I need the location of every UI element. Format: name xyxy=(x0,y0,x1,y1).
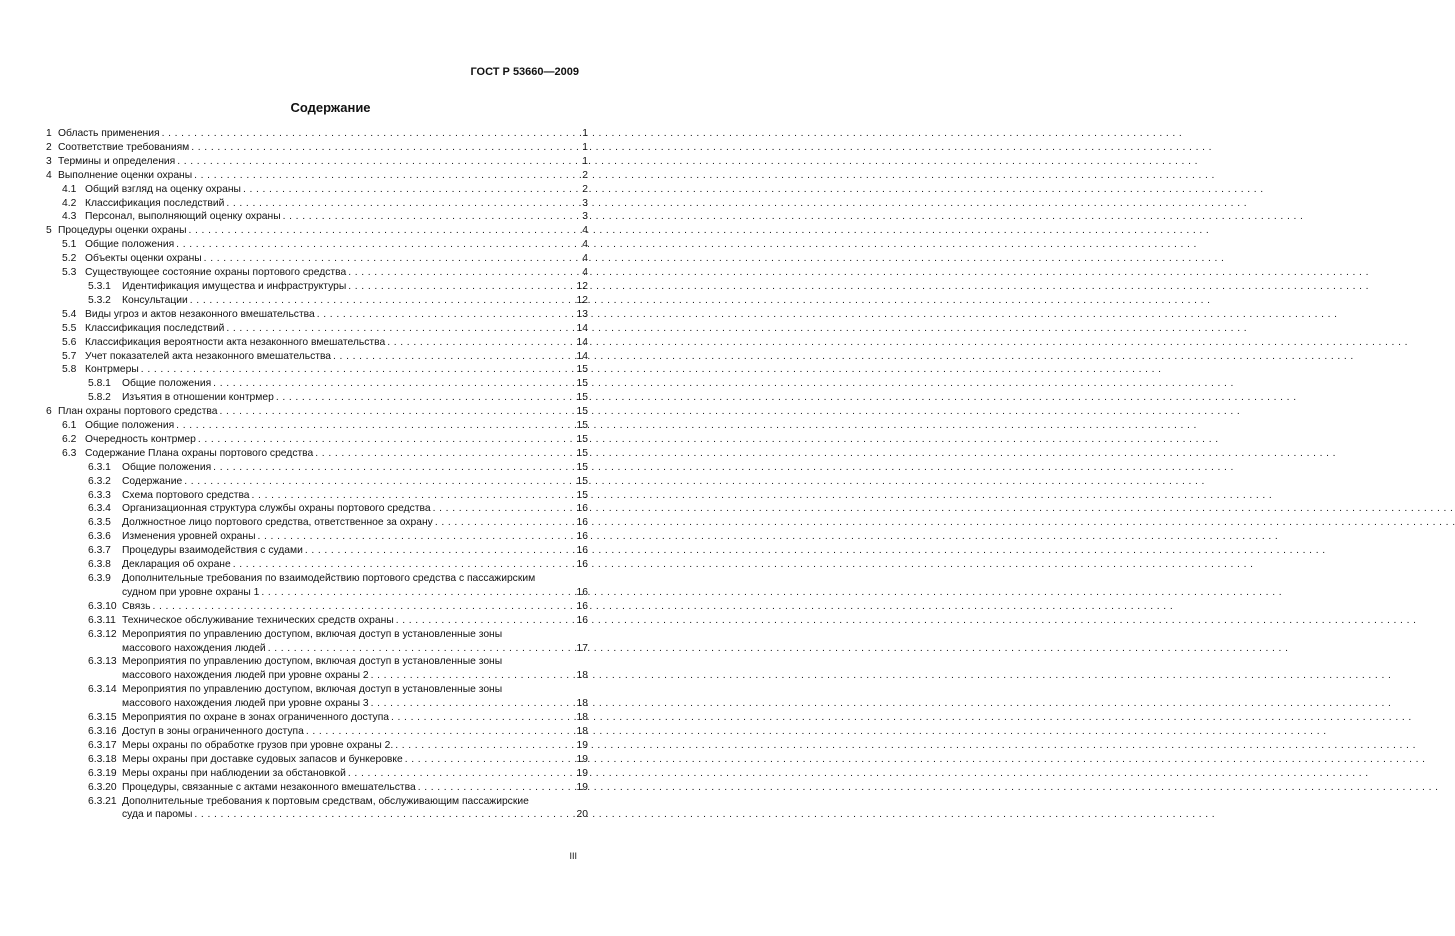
toc-entry-title: судном при уровне охраны 1 xyxy=(122,586,260,598)
dot-leader xyxy=(204,252,574,266)
toc-entry-title: Процедуры, связанные с актами незаконного вмешательства xyxy=(122,781,416,793)
dot-leader xyxy=(371,669,574,683)
toc-entry-page: 16 xyxy=(576,503,588,515)
toc-entry-title: Мероприятия по управлению доступом, включая доступ в установленные зоны xyxy=(122,656,503,668)
toc-entry[interactable] xyxy=(46,628,588,656)
toc-entry-title: Общие положения xyxy=(122,461,212,473)
toc-entry[interactable] xyxy=(46,336,588,350)
toc-entry[interactable] xyxy=(46,753,588,767)
toc-entry-title: Общие положения xyxy=(85,420,175,432)
dot-leader xyxy=(333,350,574,364)
toc-entry-title: Декларация об охране xyxy=(122,559,231,571)
dot-leader xyxy=(391,711,574,725)
dot-leader xyxy=(276,391,574,405)
toc-entry-number: 6.3.3 xyxy=(88,489,111,501)
toc-entry-number: 5.8.1 xyxy=(88,378,111,390)
toc-entry-number: 6.3 xyxy=(62,447,77,459)
toc-entry-title: Идентификация имущества и инфраструктуры xyxy=(122,280,347,292)
toc-entry-page: 16 xyxy=(576,545,588,557)
toc-entry-page: 1 xyxy=(582,155,588,167)
toc-entry-number: 6.3.15 xyxy=(88,712,117,724)
toc-entry-title: Очередность контрмер xyxy=(85,433,196,445)
dot-leader xyxy=(233,558,574,572)
toc-entry[interactable] xyxy=(46,294,588,308)
toc-entry-number: 6.1 xyxy=(62,420,77,432)
toc-entry-number: 4 xyxy=(46,169,52,181)
dot-leader xyxy=(162,127,574,141)
toc-entry-page: 1 xyxy=(582,141,588,153)
page-number: III xyxy=(569,851,577,861)
toc-entry-title: Виды угроз и актов незаконного вмешательства xyxy=(85,308,315,320)
toc-entry-number: 5.8 xyxy=(62,364,77,376)
toc-entry-number: 4.2 xyxy=(62,197,77,209)
toc-entry-number: 5.1 xyxy=(62,239,77,251)
toc-entry-title: массового нахождения людей при уровне охраны 3 xyxy=(122,698,369,710)
toc-entry-page: 13 xyxy=(576,308,588,320)
toc-entry-title: Мероприятия по управлению доступом, включая доступ в установленные зоны xyxy=(122,684,503,696)
toc-entry-page: 3 xyxy=(582,197,588,209)
toc-entry[interactable] xyxy=(46,781,588,795)
toc-entry-page: 18 xyxy=(576,712,588,724)
dot-leader xyxy=(198,433,574,447)
dot-leader xyxy=(226,322,574,336)
toc-entry[interactable] xyxy=(46,363,588,377)
toc-entry[interactable] xyxy=(46,197,588,211)
toc-entry-title: Общие положения xyxy=(122,378,212,390)
toc-entry-page: 15 xyxy=(576,475,588,487)
toc-entry[interactable] xyxy=(46,489,588,503)
dot-leader xyxy=(191,141,574,155)
toc-entry[interactable] xyxy=(46,377,588,391)
dot-leader xyxy=(189,224,574,238)
toc-entry[interactable] xyxy=(46,238,588,252)
dot-leader xyxy=(213,461,574,475)
toc-entry-page: 15 xyxy=(576,461,588,473)
toc-entry-number: 5 xyxy=(46,225,52,237)
dot-leader xyxy=(152,600,574,614)
dot-leader xyxy=(317,308,574,322)
toc-entry[interactable] xyxy=(46,516,588,530)
toc-entry-number: 6.3.6 xyxy=(88,531,111,543)
toc-entry-title: Организационная структура службы охраны портового средства xyxy=(122,503,431,515)
document-code: ГОСТ Р 53660—2009 xyxy=(470,66,579,78)
toc-entry-number: 2 xyxy=(46,141,52,153)
dot-leader xyxy=(194,808,574,822)
toc-entry-title: Изменения уровней охраны xyxy=(122,531,256,543)
toc-entry-number: 6.3.7 xyxy=(88,545,111,557)
toc-entry[interactable] xyxy=(46,502,588,516)
toc-entry-page: 18 xyxy=(576,725,588,737)
toc-entry-title: Соответствие требованиям xyxy=(58,141,190,153)
toc-entry-page: 4 xyxy=(582,225,588,237)
toc-entry-number: 5.3.1 xyxy=(88,280,111,292)
toc-entry-title: Мероприятия по охране в зонах ограниченного доступа xyxy=(122,712,389,724)
toc-entry-title: Доступ в зоны ограниченного доступа xyxy=(122,725,304,737)
toc-entry-page: 4 xyxy=(582,239,588,251)
toc-entry-page: 16 xyxy=(576,600,588,612)
toc-entry-title: Учет показателей акта незаконного вмешательства xyxy=(85,350,332,362)
toc-entry-number: 6.3.18 xyxy=(88,753,117,765)
toc-entry-title: Классификация вероятности акта незаконного вмешательства xyxy=(85,336,386,348)
toc-entry-title: массового нахождения людей xyxy=(122,642,266,654)
toc-entry-page: 2 xyxy=(582,183,588,195)
toc-entry-page: 20 xyxy=(576,809,588,821)
toc-entry-number: 5.4 xyxy=(62,308,77,320)
toc-entry-title: Существующее состояние охраны портового средства xyxy=(85,267,347,279)
toc-entry-number: 6.3.16 xyxy=(88,725,117,737)
toc-entry-title: Схема портового средства xyxy=(122,489,250,501)
toc-entry[interactable] xyxy=(46,572,588,600)
toc-entry-page: 15 xyxy=(576,364,588,376)
toc-entry-title: Меры охраны по обработке грузов при уровне охраны 2. xyxy=(122,739,394,751)
toc-entry-title: Общие положения xyxy=(85,239,175,251)
toc-entry-title: Объекты оценки охраны xyxy=(85,253,202,265)
dot-leader xyxy=(305,544,574,558)
toc-entry[interactable] xyxy=(46,308,588,322)
toc-entry-title: Консультации xyxy=(122,294,188,306)
toc-entry-number: 3 xyxy=(46,155,52,167)
toc-entry-title: суда и паромы xyxy=(122,809,193,821)
toc-entry-title: Классификация последствий xyxy=(85,197,225,209)
toc-entry[interactable] xyxy=(46,391,588,405)
toc-entry[interactable] xyxy=(46,711,588,725)
toc-entry-page: 19 xyxy=(576,739,588,751)
toc-entry-title: Связь xyxy=(122,600,151,612)
toc-entry-page: 12 xyxy=(576,294,588,306)
toc-entry-title: Персонал, выполняющий оценку охраны xyxy=(85,211,281,223)
toc-entry-number: 4.3 xyxy=(62,211,77,223)
toc-entry-title: Должностное лицо портового средства, ответственное за охрану xyxy=(122,517,433,529)
dot-leader xyxy=(283,210,574,224)
dot-leader xyxy=(243,183,574,197)
toc-entry-number: 6.3.17 xyxy=(88,739,117,751)
toc-entry-title: План охраны портового средства xyxy=(58,406,218,418)
toc-entry[interactable] xyxy=(46,224,588,238)
toc-entry-number: 5.3 xyxy=(62,267,77,279)
toc-entry-title: Содержание Плана охраны портового средства xyxy=(85,447,314,459)
toc-entry[interactable] xyxy=(46,475,588,489)
dot-leader xyxy=(258,530,575,544)
toc-entry[interactable] xyxy=(46,210,588,224)
toc-entry-page: 15 xyxy=(576,447,588,459)
toc-entry-page: 19 xyxy=(576,767,588,779)
toc-entry-title: Термины и определения xyxy=(58,155,176,167)
toc-entry-page: 12 xyxy=(576,280,588,292)
toc-entry-number: 5.5 xyxy=(62,322,77,334)
toc-entry-number: 6.3.10 xyxy=(88,600,117,612)
toc-entry[interactable] xyxy=(46,127,588,141)
toc-entry-number: 6.3.1 xyxy=(88,461,111,473)
dot-leader xyxy=(176,419,574,433)
toc-entry-number: 5.3.2 xyxy=(88,294,111,306)
toc-entry[interactable] xyxy=(46,767,588,781)
toc-entry-number: 5.7 xyxy=(62,350,77,362)
toc-entry[interactable] xyxy=(46,252,588,266)
toc-entry[interactable] xyxy=(46,155,588,169)
toc-entry[interactable] xyxy=(46,183,588,197)
dot-leader xyxy=(315,447,574,461)
toc-entry[interactable] xyxy=(46,169,588,183)
dot-leader xyxy=(268,642,574,656)
toc-entry[interactable] xyxy=(46,795,588,823)
toc-entry[interactable] xyxy=(46,419,588,433)
toc-entry-number: 1 xyxy=(46,128,52,139)
toc-entry-title: Мероприятия по управлению доступом, включая доступ в установленные зоны xyxy=(122,628,503,640)
toc-entry[interactable] xyxy=(46,350,588,364)
toc-entry-title: Процедуры оценки охраны xyxy=(58,225,187,237)
toc-entry[interactable] xyxy=(46,266,588,280)
toc-entry-title: Техническое обслуживание технических средств охраны xyxy=(122,614,394,626)
toc-entry[interactable] xyxy=(46,530,588,544)
toc-entry-page: 18 xyxy=(576,698,588,710)
dot-leader xyxy=(261,586,574,600)
toc-entry[interactable] xyxy=(46,280,588,294)
dot-leader xyxy=(213,377,574,391)
toc-entry-title: массового нахождения людей при уровне охраны 2 xyxy=(122,670,369,682)
toc-entry-page: 17 xyxy=(576,642,588,654)
dot-leader xyxy=(348,767,574,781)
toc-entry-title: Меры охраны при доставке судовых запасов и бункеровке xyxy=(122,753,403,765)
toc-entry-number: 6.3.9 xyxy=(88,573,111,584)
toc-entry-title: Меры охраны при наблюдении за обстановкой xyxy=(122,767,346,779)
toc-entry-page: 16 xyxy=(576,531,588,543)
dot-leader xyxy=(177,155,574,169)
dot-leader xyxy=(405,753,574,767)
toc-entry-title: Содержание xyxy=(122,475,183,487)
table-of-contents xyxy=(46,127,588,822)
toc-entry-page: 16 xyxy=(576,614,588,626)
toc-entry-title: Дополнительные требования по взаимодействию портового средства с пассажирским xyxy=(122,573,536,584)
toc-entry[interactable] xyxy=(46,447,588,461)
toc-entry-number: 6.3.13 xyxy=(88,656,117,668)
toc-entry-page: 1 xyxy=(582,128,588,139)
toc-entry-page: 15 xyxy=(576,406,588,418)
dot-leader xyxy=(184,475,574,489)
dot-leader xyxy=(371,697,574,711)
toc-entry-number: 6.3.4 xyxy=(88,503,111,515)
dot-leader xyxy=(396,614,574,628)
toc-entry-title: Общий взгляд на оценку охраны xyxy=(85,183,241,195)
dot-leader xyxy=(226,197,574,211)
toc-entry[interactable] xyxy=(46,600,588,614)
toc-entry-number: 6.3.20 xyxy=(88,781,117,793)
toc-entry[interactable] xyxy=(46,433,588,447)
toc-entry-title: Выполнение оценки охраны xyxy=(58,169,193,181)
toc-entry-page: 3 xyxy=(582,211,588,223)
dot-leader xyxy=(220,405,574,419)
toc-entry-number: 6.3.12 xyxy=(88,628,117,640)
dot-leader xyxy=(194,169,574,183)
toc-entry-title: Контрмеры xyxy=(85,364,139,376)
dot-leader xyxy=(176,238,574,252)
toc-entry[interactable] xyxy=(46,655,588,683)
toc-entry-number: 5.8.2 xyxy=(88,392,111,404)
toc-entry-page: 4 xyxy=(582,253,588,265)
dot-leader xyxy=(348,266,574,280)
toc-entry[interactable] xyxy=(46,544,588,558)
dot-leader xyxy=(348,280,574,294)
toc-entry[interactable] xyxy=(46,461,588,475)
toc-entry-page: 14 xyxy=(576,350,588,362)
toc-entry-page: 2 xyxy=(582,169,588,181)
toc-entry-title: Изъятия в отношении контрмер xyxy=(122,392,274,404)
toc-entry-number: 5.2 xyxy=(62,253,77,265)
toc-entry-page: 16 xyxy=(576,559,588,571)
toc-entry-page: 18 xyxy=(576,670,588,682)
toc-entry-page: 16 xyxy=(576,517,588,529)
toc-entry[interactable] xyxy=(46,405,588,419)
toc-entry-page: 15 xyxy=(576,433,588,445)
toc-entry-page: 16 xyxy=(576,586,588,598)
dot-leader xyxy=(190,294,574,308)
toc-entry-number: 6.3.8 xyxy=(88,559,111,571)
dot-leader xyxy=(252,489,574,503)
dot-leader xyxy=(387,336,574,350)
toc-entry[interactable] xyxy=(46,322,588,336)
toc-entry[interactable] xyxy=(46,141,588,155)
toc-entry[interactable] xyxy=(46,725,588,739)
toc-entry-number: 6.2 xyxy=(62,433,77,445)
toc-entry-number: 6.3.11 xyxy=(88,614,116,626)
toc-entry[interactable] xyxy=(46,739,588,753)
toc-entry-page: 19 xyxy=(576,753,588,765)
toc-entry-title: Процедуры взаимодействия с судами xyxy=(122,545,303,557)
dot-leader xyxy=(306,725,574,739)
dot-leader xyxy=(433,502,574,516)
toc-entry-page: 15 xyxy=(576,489,588,501)
toc-entry-title: Дополнительные требования к портовым средствам, обслуживающим пассажирские xyxy=(122,795,529,807)
dot-leader xyxy=(418,781,574,795)
toc-entry-number: 6.3.2 xyxy=(88,475,111,487)
toc-entry-title: Классификация последствий xyxy=(85,322,225,334)
toc-entry-page: 4 xyxy=(582,267,588,279)
toc-entry-number: 6.3.14 xyxy=(88,684,117,696)
toc-entry-page: 15 xyxy=(576,420,588,432)
dot-leader xyxy=(435,516,574,530)
toc-entry-page: 14 xyxy=(576,322,588,334)
dot-leader xyxy=(141,363,574,377)
toc-entry-number: 6.3.19 xyxy=(88,767,117,779)
page-title: Содержание xyxy=(290,100,371,115)
dot-leader xyxy=(395,739,574,753)
toc-entry[interactable] xyxy=(46,683,588,711)
toc-entry-page: 19 xyxy=(576,781,588,793)
toc-entry-number: 6 xyxy=(46,406,52,418)
toc-entry-number: 5.6 xyxy=(62,336,77,348)
toc-entry[interactable] xyxy=(46,614,588,628)
toc-entry-page: 14 xyxy=(576,336,588,348)
toc-entry-page: 15 xyxy=(576,392,588,404)
toc-entry-number: 6.3.21 xyxy=(88,795,117,807)
toc-entry-title: Область применения xyxy=(58,128,160,139)
toc-entry-number: 6.3.5 xyxy=(88,517,111,529)
toc-entry[interactable] xyxy=(46,558,588,572)
toc-entry-page: 15 xyxy=(576,378,588,390)
toc-entry-number: 4.1 xyxy=(62,183,77,195)
